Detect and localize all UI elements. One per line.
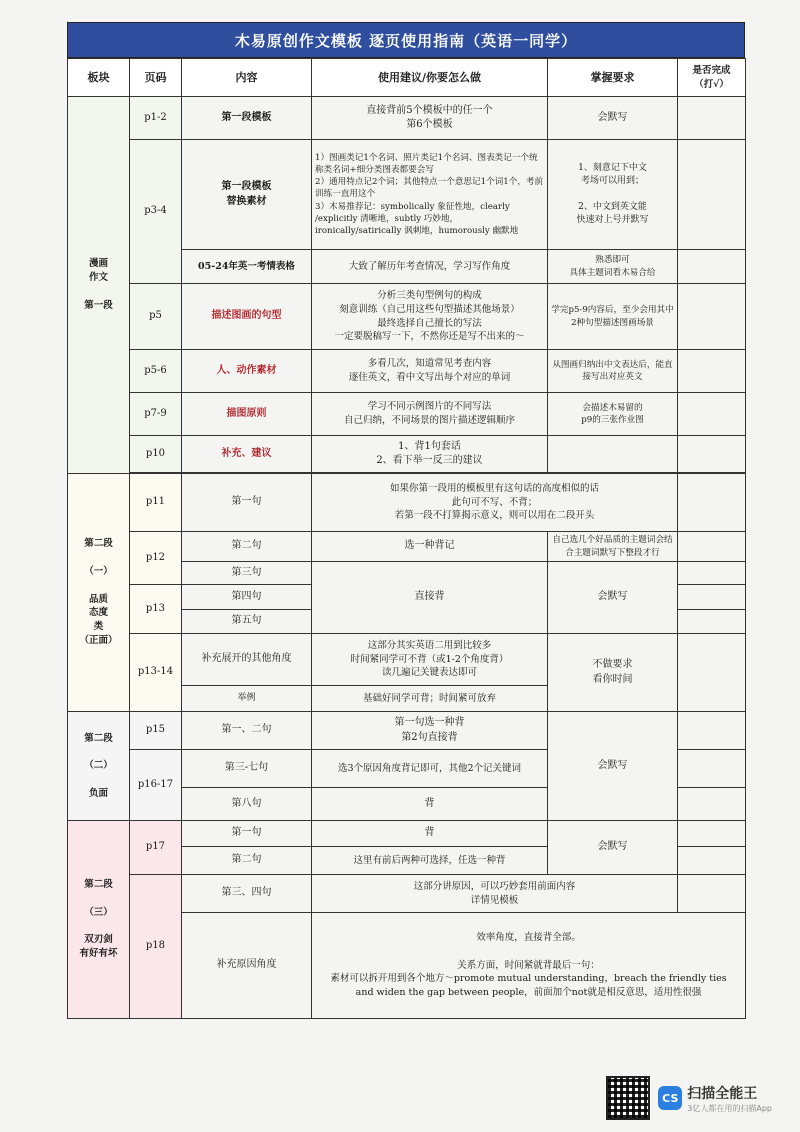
guide-table xyxy=(67,58,746,1019)
advice-cell: 效率角度，直接背全部。 关系方面，时间紧就背最后一句： 素材可以拆开用到各个地方～promote mutual understanding，breach the friendly ties and widen the gap between people，前面加个not就是相反意思，适用性很强 xyxy=(312,913,746,1019)
advice-cell: 第一句选一种背 第2句直接背 xyxy=(312,712,548,750)
content-cell: 补充展开的其他角度 xyxy=(182,634,312,686)
table-row xyxy=(68,634,746,686)
content-cell: 描述图画的句型 xyxy=(182,284,312,350)
done-checkbox-cell[interactable] xyxy=(678,750,746,788)
content-cell: 第一段模板 替换素材 xyxy=(182,140,312,250)
advice-cell: 选一种背记 xyxy=(312,532,548,562)
done-checkbox-cell[interactable] xyxy=(678,250,746,284)
content-cell: 05-24年英一考情表格 xyxy=(182,250,312,284)
scanner-slogan: 3亿人都在用的扫描App xyxy=(687,1103,772,1113)
content-cell: 第一、二句 xyxy=(182,712,312,750)
done-checkbox-cell[interactable] xyxy=(678,562,746,585)
advice-cell: 直接背 xyxy=(312,562,548,634)
content-cell: 补充原因角度 xyxy=(182,913,312,1019)
advice-cell: 选3个原因角度背记即可，其他2个记关键词 xyxy=(312,750,548,788)
done-checkbox-cell[interactable] xyxy=(678,97,746,140)
table-row xyxy=(68,712,746,750)
content-cell: 第五句 xyxy=(182,610,312,634)
done-checkbox-cell[interactable] xyxy=(678,634,746,712)
page-cell: p5-6 xyxy=(130,350,182,393)
section-label: 第二段 （一） 品质 态度 类 （正面） xyxy=(68,474,130,712)
guide-sheet xyxy=(67,22,745,1019)
mastery-cell: 学完p5-9内容后，至少会用其中2种句型描述图画场景 xyxy=(548,284,678,350)
advice-cell: 1、背1句套话 2、看下举一反三的建议 xyxy=(312,436,548,473)
content-cell: 第三-七句 xyxy=(182,750,312,788)
mastery-cell: 熟悉即可 具体主题词看木易合给 xyxy=(548,250,678,284)
page-cell: p12 xyxy=(130,532,182,585)
content-cell: 第四句 xyxy=(182,585,312,610)
table-row xyxy=(68,97,746,140)
done-checkbox-cell[interactable] xyxy=(678,875,746,913)
table-row xyxy=(68,436,746,473)
scanner-name: 扫描全能王 xyxy=(687,1085,758,1102)
done-checkbox-cell[interactable] xyxy=(678,436,746,473)
table-row xyxy=(68,350,746,393)
cs-logo-icon: CS xyxy=(658,1086,682,1110)
advice-cell: 大致了解历年考查情况，学习写作角度 xyxy=(312,250,548,284)
done-checkbox-cell[interactable] xyxy=(678,284,746,350)
advice-cell: 分析三类句型例句的构成 刻意训练（自己用这些句型描述其他场景） 最终选择自己擅长的写法 一定要脱稿写一下，不然你还是写不出来的～ xyxy=(312,284,548,350)
content-cell: 第一句 xyxy=(182,474,312,532)
done-checkbox-cell[interactable] xyxy=(678,585,746,610)
page-cell: p16-17 xyxy=(130,750,182,821)
advice-cell: 多看几次，知道常见考查内容 逐住英文，看中文写出每个对应的单词 xyxy=(312,350,548,393)
page-cell: p15 xyxy=(130,712,182,750)
header-content: 内容 xyxy=(182,59,312,97)
section-label: 漫画 作文 第一段 xyxy=(68,97,130,474)
done-checkbox-cell[interactable] xyxy=(678,532,746,562)
mastery-cell xyxy=(548,436,678,473)
done-checkbox-cell[interactable] xyxy=(678,821,746,847)
advice-cell: 学习不同示例图片的不同写法 自己归纳，不同场景的图片描述逻辑顺序 xyxy=(312,393,548,436)
done-checkbox-cell[interactable] xyxy=(678,788,746,821)
content-cell: 第二句 xyxy=(182,847,312,875)
done-checkbox-cell[interactable] xyxy=(678,474,746,532)
page-cell: p1-2 xyxy=(130,97,182,140)
table-row xyxy=(68,140,746,250)
advice-cell: 直接背前5个模板中的任一个 第6个模板 xyxy=(312,97,548,140)
advice-cell: 如果你第一段用的模板里有这句话的高度相似的话 此句可不写、不背； 若第一段不打算揭示意义，则可以用在二段开头 xyxy=(312,474,678,532)
header-page: 页码 xyxy=(130,59,182,97)
content-cell: 第三、四句 xyxy=(182,875,312,913)
page-cell: p11 xyxy=(130,474,182,532)
qr-code-icon xyxy=(606,1076,650,1120)
content-cell: 第一句 xyxy=(182,821,312,847)
page-cell: p5 xyxy=(130,284,182,350)
advice-cell: 基础好同学可背；时间紧可放弃 xyxy=(312,686,548,712)
page-cell: p17 xyxy=(130,821,182,875)
table-row xyxy=(68,393,746,436)
advice-cell: 这部分其实英语二用到比较多 时间紧同学可不背（或1-2个角度背） 读几遍记关键表达即可 xyxy=(312,634,548,686)
page-cell: p3-4 xyxy=(130,140,182,284)
done-checkbox-cell[interactable] xyxy=(678,847,746,875)
section-label: 第二段 （二） 负面 xyxy=(68,712,130,821)
content-cell: 第三句 xyxy=(182,562,312,585)
advice-cell: 1）图画类记1个名词、照片类记1个名词、图表类记一个统称类名词+细分类图表都要会写 2）通用特点记2个词；其他特点一个意思记1个词1个，考前训练一直用这个 3）木易推荐记：symbolically 象征性地，clearly /explicitly 清晰地，subtly 巧妙地，ironically/satirically 讽刺地，humorously 幽默地 xyxy=(312,140,548,250)
advice-cell: 背 xyxy=(312,788,548,821)
page-cell: p7-9 xyxy=(130,393,182,436)
content-cell: 人、动作素材 xyxy=(182,350,312,393)
content-cell: 第八句 xyxy=(182,788,312,821)
header-section: 板块 xyxy=(68,59,130,97)
content-cell: 补充、建议 xyxy=(182,436,312,473)
content-cell: 描图原则 xyxy=(182,393,312,436)
page-cell: p18 xyxy=(130,875,182,1019)
table-row xyxy=(68,532,746,562)
content-cell: 第一段模板 xyxy=(182,97,312,140)
header-row xyxy=(68,59,746,97)
scanner-brand xyxy=(687,1083,772,1114)
mastery-cell: 会默写 xyxy=(548,712,678,821)
done-checkbox-cell[interactable] xyxy=(678,140,746,250)
done-checkbox-cell[interactable] xyxy=(678,610,746,634)
table-row xyxy=(68,284,746,350)
mastery-cell: 会描述木易留的 p9的三张作业图 xyxy=(548,393,678,436)
done-checkbox-cell[interactable] xyxy=(678,712,746,750)
advice-cell: 这部分讲原因，可以巧妙套用前面内容 详情见模板 xyxy=(312,875,678,913)
done-checkbox-cell[interactable] xyxy=(678,350,746,393)
scanner-watermark xyxy=(606,1076,772,1120)
mastery-cell: 不做要求 看你时间 xyxy=(548,634,678,712)
mastery-cell: 会默写 xyxy=(548,97,678,140)
header-mastery: 掌握要求 xyxy=(548,59,678,97)
page-cell: p13-14 xyxy=(130,634,182,712)
content-cell: 举例 xyxy=(182,686,312,712)
content-cell: 第二句 xyxy=(182,532,312,562)
done-checkbox-cell[interactable] xyxy=(678,393,746,436)
page-cell: p13 xyxy=(130,585,182,634)
header-done: 是否完成 （打√） xyxy=(678,59,746,97)
table-row xyxy=(68,875,746,913)
mastery-cell: 会默写 xyxy=(548,562,678,634)
page-title: 木易原创作文模板 逐页使用指南（英语一同学） xyxy=(67,22,745,58)
section-label: 第二段 （三） 双刃剑 有好有坏 xyxy=(68,821,130,1019)
mastery-cell: 自己选几个好品质的主题词会结合主题词默写下整段才行 xyxy=(548,532,678,562)
page-cell: p10 xyxy=(130,436,182,473)
table-row xyxy=(68,474,746,532)
table-row xyxy=(68,821,746,847)
mastery-cell: 从图画归纳出中文表达后，能直接写出对应英文 xyxy=(548,350,678,393)
mastery-cell: 1、刻意记下中文 考场可以用到； 2、中文到英文能 快速对上号并默写 xyxy=(548,140,678,250)
mastery-cell: 会默写 xyxy=(548,821,678,875)
advice-cell: 背 xyxy=(312,821,548,847)
advice-cell: 这里有前后两种可选择，任选一种背 xyxy=(312,847,548,875)
header-advice: 使用建议/你要怎么做 xyxy=(312,59,548,97)
